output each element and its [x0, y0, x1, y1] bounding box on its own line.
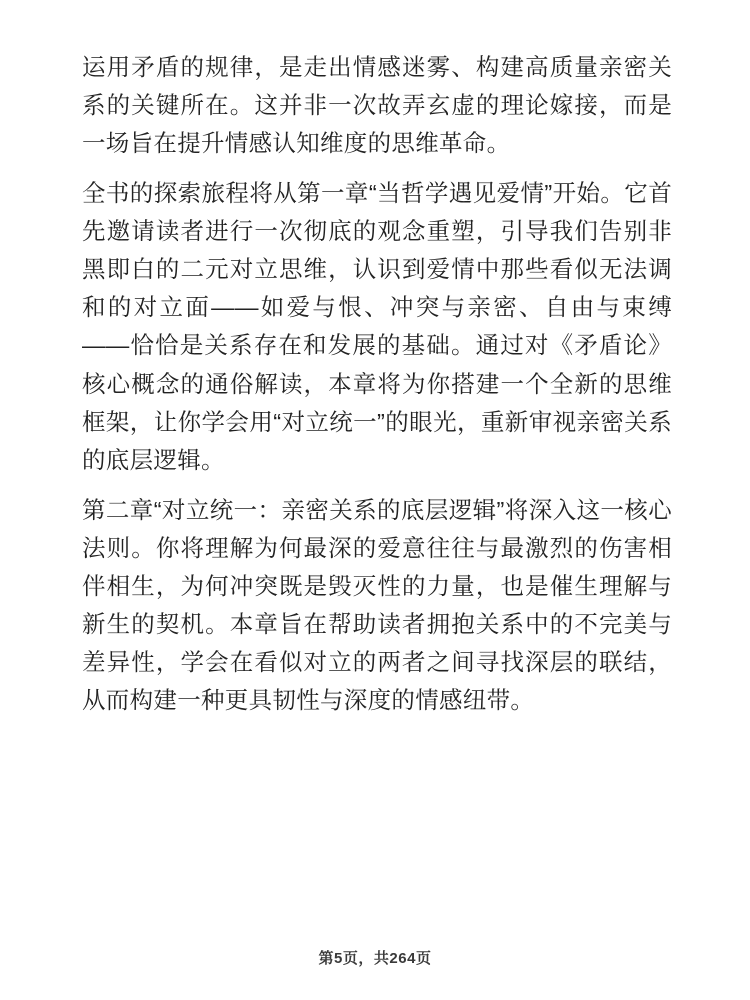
paragraph: 运用矛盾的规律，是走出情感迷雾、构建高质量亲密关系的关键所在。这并非一次故弄玄虚的理论嫁接，而是一场旨在提升情感认知维度的思维革命。 [82, 54, 672, 157]
footer-total-pages: 264 [389, 950, 416, 967]
page-body [82, 48, 672, 719]
page-footer [0, 947, 750, 968]
footer-middle: 页，共 [342, 950, 390, 967]
footer-current-page: 5 [334, 950, 343, 967]
paragraph: 全书的探索旅程将从第一章“当哲学遇见爱情”开始。它首先邀请读者进行一次彻底的观念重塑，引导我们告别非黑即白的二元对立思维，认识到爱情中那些看似无法调和的对立面——如爱与恨、冲突与亲密、自由与束缚——恰恰是关系存在和发展的基础。通过对《矛盾论》核心概念的通俗解读，本章将为你搭建一个全新的思维框架，让你学会用“对立统一”的眼光，重新审视亲密关系的底层逻辑。 [82, 180, 672, 473]
footer-prefix: 第 [318, 950, 335, 967]
footer-suffix: 页 [415, 950, 432, 967]
paragraph: 第二章“对立统一：亲密关系的底层逻辑”将深入这一核心法则。你将理解为何最深的爱意往往与最激烈的伤害相伴相生，为何冲突既是毁灭性的力量，也是催生理解与新生的契机。本章旨在帮助读者拥抱关系中的不完美与差异性，学会在看似对立的两者之间寻找深层的联结，从而构建一种更具韧性与深度的情感纽带。 [82, 496, 672, 713]
